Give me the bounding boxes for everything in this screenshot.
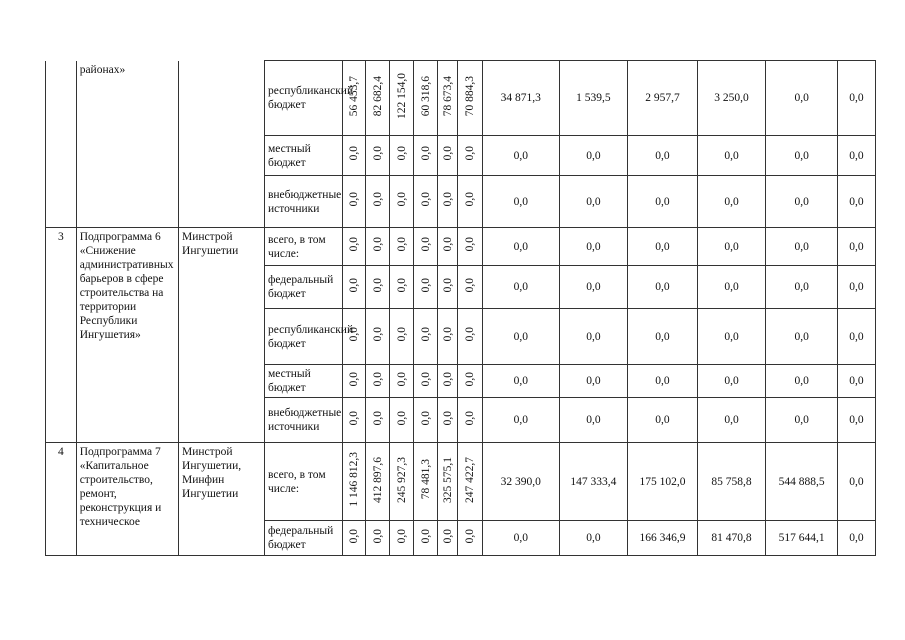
value-cell-vertical: 0,0 [366, 365, 390, 398]
value-cell: 0,0 [628, 176, 698, 228]
value-cell-vertical: 0,0 [389, 309, 414, 365]
value-cell: 2 957,7 [628, 61, 698, 136]
value-cell-vertical: 56 453,7 [342, 61, 366, 136]
value-cell: 0,0 [482, 521, 559, 556]
value-cell-vertical: 0,0 [458, 136, 483, 176]
value-cell-vertical: 0,0 [414, 266, 438, 309]
value-cell-vertical: 325 575,1 [437, 443, 457, 521]
table-row [46, 443, 876, 521]
value-cell-vertical: 0,0 [366, 266, 390, 309]
value-cell-vertical: 0,0 [366, 398, 390, 443]
value-cell: 0,0 [766, 136, 838, 176]
value-cell-vertical: 0,0 [458, 266, 483, 309]
executor-cell [179, 61, 265, 228]
funding-source-cell: федеральный бюджет [264, 521, 342, 556]
funding-source-cell: местный бюджет [264, 136, 342, 176]
value-cell-vertical: 0,0 [342, 521, 366, 556]
value-cell-vertical: 0,0 [458, 176, 483, 228]
value-cell-vertical: 0,0 [437, 266, 457, 309]
value-cell: 34 871,3 [482, 61, 559, 136]
funding-source-cell: местный бюджет [264, 365, 342, 398]
value-cell: 0,0 [482, 136, 559, 176]
value-cell-vertical: 0,0 [342, 266, 366, 309]
value-cell-vertical: 0,0 [414, 136, 438, 176]
value-cell: 0,0 [837, 176, 875, 228]
value-cell: 0,0 [628, 136, 698, 176]
value-cell-vertical: 0,0 [389, 136, 414, 176]
value-cell: 0,0 [766, 176, 838, 228]
value-cell-vertical: 0,0 [342, 398, 366, 443]
row-number-cell [46, 61, 77, 228]
value-cell: 0,0 [559, 136, 628, 176]
value-cell: 0,0 [766, 266, 838, 309]
value-cell: 166 346,9 [628, 521, 698, 556]
value-cell-vertical: 70 884,3 [458, 61, 483, 136]
value-cell-vertical: 0,0 [414, 398, 438, 443]
value-cell-vertical: 82 682,4 [366, 61, 390, 136]
value-cell: 81 470,8 [697, 521, 766, 556]
funding-source-cell: республиканский бюджет [264, 61, 342, 136]
value-cell-vertical: 0,0 [437, 521, 457, 556]
value-cell: 0,0 [837, 365, 875, 398]
value-cell: 517 644,1 [766, 521, 838, 556]
value-cell: 0,0 [766, 398, 838, 443]
value-cell-vertical: 1 146 812,3 [342, 443, 366, 521]
value-cell: 0,0 [559, 228, 628, 266]
value-cell: 0,0 [628, 398, 698, 443]
value-cell-vertical: 0,0 [366, 176, 390, 228]
subprogram-name-cell: Подпрограмма 7 «Капитальное строительство, ремонт, реконструкция и техническое [76, 443, 178, 556]
value-cell: 175 102,0 [628, 443, 698, 521]
value-cell-vertical: 0,0 [437, 228, 457, 266]
table-row [46, 228, 876, 266]
value-cell-vertical: 0,0 [342, 136, 366, 176]
value-cell-vertical: 0,0 [366, 309, 390, 365]
value-cell: 0,0 [482, 365, 559, 398]
value-cell: 0,0 [559, 266, 628, 309]
value-cell: 0,0 [482, 176, 559, 228]
value-cell-vertical: 0,0 [437, 309, 457, 365]
value-cell: 0,0 [628, 309, 698, 365]
value-cell-vertical: 0,0 [414, 228, 438, 266]
value-cell: 0,0 [559, 176, 628, 228]
value-cell-vertical: 0,0 [389, 398, 414, 443]
value-cell: 0,0 [628, 228, 698, 266]
value-cell: 0,0 [766, 61, 838, 136]
value-cell: 0,0 [559, 365, 628, 398]
value-cell-vertical: 0,0 [437, 176, 457, 228]
value-cell: 544 888,5 [766, 443, 838, 521]
value-cell-vertical: 0,0 [414, 521, 438, 556]
value-cell-vertical: 245 927,3 [389, 443, 414, 521]
value-cell: 32 390,0 [482, 443, 559, 521]
value-cell: 0,0 [482, 398, 559, 443]
table-row [46, 61, 876, 136]
value-cell: 0,0 [559, 309, 628, 365]
value-cell-vertical: 0,0 [458, 398, 483, 443]
value-cell: 0,0 [837, 521, 875, 556]
value-cell-vertical: 0,0 [342, 309, 366, 365]
value-cell: 0,0 [837, 266, 875, 309]
funding-source-cell: федеральный бюджет [264, 266, 342, 309]
value-cell: 0,0 [766, 309, 838, 365]
value-cell: 0,0 [766, 228, 838, 266]
value-cell-vertical: 0,0 [414, 365, 438, 398]
value-cell: 0,0 [766, 365, 838, 398]
funding-source-cell: всего, в том числе: [264, 228, 342, 266]
subprogram-name-cell: Подпрограмма 6 «Снижение административных барьеров в сфере строительства на территории Республики Ингушетия» [76, 228, 178, 443]
funding-source-cell: внебюджетные источники [264, 398, 342, 443]
subprogram-name-cell: районах» [76, 61, 178, 228]
value-cell-vertical: 247 422,7 [458, 443, 483, 521]
value-cell: 0,0 [837, 309, 875, 365]
value-cell: 0,0 [628, 365, 698, 398]
value-cell: 0,0 [697, 228, 766, 266]
value-cell-vertical: 0,0 [389, 365, 414, 398]
value-cell: 0,0 [837, 136, 875, 176]
value-cell-vertical: 0,0 [389, 228, 414, 266]
value-cell: 0,0 [697, 309, 766, 365]
value-cell-vertical: 0,0 [458, 521, 483, 556]
value-cell: 0,0 [697, 266, 766, 309]
budget-table [45, 60, 876, 556]
value-cell-vertical: 0,0 [414, 309, 438, 365]
value-cell-vertical: 0,0 [458, 228, 483, 266]
value-cell-vertical: 0,0 [366, 136, 390, 176]
value-cell: 0,0 [482, 266, 559, 309]
funding-source-cell: всего, в том числе: [264, 443, 342, 521]
value-cell-vertical: 0,0 [366, 521, 390, 556]
value-cell: 3 250,0 [697, 61, 766, 136]
value-cell-vertical: 412 897,6 [366, 443, 390, 521]
value-cell: 0,0 [559, 521, 628, 556]
value-cell: 0,0 [559, 398, 628, 443]
value-cell: 1 539,5 [559, 61, 628, 136]
value-cell-vertical: 78 673,4 [437, 61, 457, 136]
value-cell: 0,0 [837, 228, 875, 266]
value-cell-vertical: 0,0 [342, 228, 366, 266]
value-cell-vertical: 0,0 [437, 398, 457, 443]
value-cell: 147 333,4 [559, 443, 628, 521]
value-cell-vertical: 122 154,0 [389, 61, 414, 136]
funding-source-cell: внебюджетные источники [264, 176, 342, 228]
value-cell-vertical: 0,0 [437, 136, 457, 176]
value-cell-vertical: 0,0 [389, 176, 414, 228]
row-number-cell: 3 [46, 228, 77, 443]
value-cell: 0,0 [482, 309, 559, 365]
value-cell-vertical: 0,0 [437, 365, 457, 398]
funding-source-cell: республиканский бюджет [264, 309, 342, 365]
row-number-cell: 4 [46, 443, 77, 556]
value-cell: 0,0 [697, 136, 766, 176]
value-cell-vertical: 0,0 [389, 521, 414, 556]
executor-cell: Минстрой Ингушетии, Минфин Ингушетии [179, 443, 265, 556]
value-cell-vertical: 0,0 [458, 365, 483, 398]
value-cell: 0,0 [482, 228, 559, 266]
value-cell: 85 758,8 [697, 443, 766, 521]
value-cell: 0,0 [697, 176, 766, 228]
value-cell: 0,0 [837, 398, 875, 443]
value-cell-vertical: 0,0 [389, 266, 414, 309]
value-cell-vertical: 0,0 [458, 309, 483, 365]
value-cell-vertical: 78 481,3 [414, 443, 438, 521]
value-cell-vertical: 0,0 [366, 228, 390, 266]
value-cell: 0,0 [628, 266, 698, 309]
value-cell: 0,0 [837, 443, 875, 521]
value-cell-vertical: 0,0 [342, 365, 366, 398]
value-cell: 0,0 [697, 365, 766, 398]
value-cell: 0,0 [837, 61, 875, 136]
value-cell-vertical: 60 318,6 [414, 61, 438, 136]
executor-cell: Минстрой Ингушетии [179, 228, 265, 443]
value-cell: 0,0 [697, 398, 766, 443]
value-cell-vertical: 0,0 [342, 176, 366, 228]
value-cell-vertical: 0,0 [414, 176, 438, 228]
